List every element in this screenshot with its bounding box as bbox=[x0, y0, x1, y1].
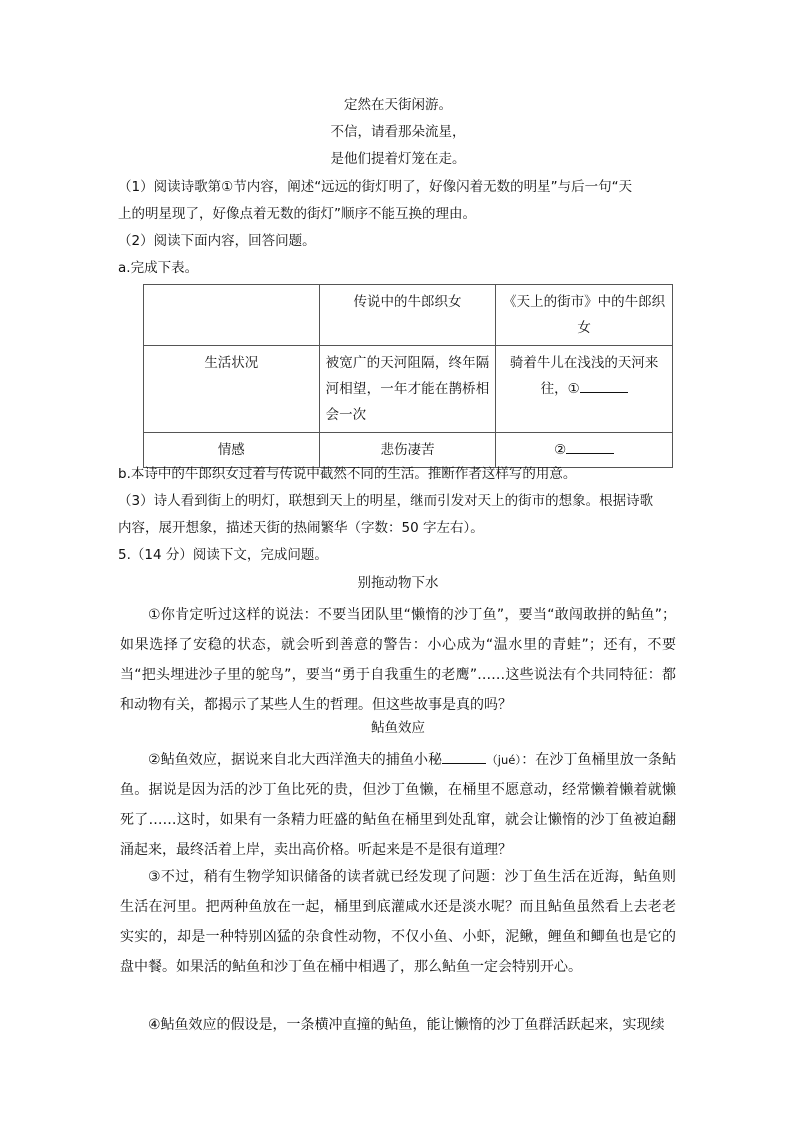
table-header-legend: 传说中的牛郎织女 bbox=[319, 285, 496, 346]
article-paragraph-2 bbox=[120, 745, 676, 865]
answer-blank-2[interactable] bbox=[566, 437, 614, 454]
poem-line-1: 定然在天街闲游。 bbox=[344, 97, 452, 113]
paragraph-2-part-a: ②鲇鱼效应，据说来自北大西洋渔夫的捕鱼小秘 bbox=[148, 752, 443, 768]
table-header-row bbox=[144, 285, 673, 346]
table-row-label-emotion: 情感 bbox=[144, 433, 320, 468]
article-paragraph-3-text: ③不过，稍有生物学知识储备的读者就已经发现了问题：沙丁鱼生活在近海，鲇鱼则生活在河里。把两种鱼放在一起，桶里到底灌咸水还是淡水呢？而且鲇鱼虽然看上去老老实实的，却是一种特别凶猛的杂食性动物，不仅小鱼、小虾，泥鳅，鲤鱼和鲫鱼也是它的盘中餐。如果活的鲇鱼和沙丁鱼在桶中相遇了，那么鲇鱼一定会特别开心。 bbox=[120, 869, 676, 975]
table-header-poem: 《天上的街市》中的牛郎织女 bbox=[496, 285, 673, 346]
question-1-line-1: （1）阅读诗歌第①节内容，阐述“远远的街灯明了，好像闪着无数的明星”与后一句“天 bbox=[118, 179, 633, 195]
question-3-line-1: （3）诗人看到街上的明灯，联想到天上的明星，继而引发对天上的街市的想象。根据诗歌 bbox=[118, 493, 654, 509]
article-paragraph-4 bbox=[120, 1010, 676, 1040]
article-paragraph-4-text: ④鲇鱼效应的假设是，一条横冲直撞的鲇鱼，能让懒惰的沙丁鱼群活跃起来，实现续 bbox=[148, 1017, 665, 1033]
article-paragraph-1 bbox=[120, 600, 676, 720]
question-2b: b.本诗中的牛郎织女过着与传说中截然不同的生活。推断作者这样写的用意。 bbox=[118, 466, 577, 482]
poem-line-3: 是他们提着灯笼在走。 bbox=[330, 151, 466, 167]
table-cell-poem-life bbox=[496, 346, 673, 433]
table-corner-cell bbox=[144, 285, 320, 346]
article-subtitle: 鲇鱼效应 bbox=[371, 720, 425, 736]
table-row-life bbox=[144, 346, 673, 433]
answer-blank-3[interactable] bbox=[442, 747, 486, 764]
article-paragraph-1-text: ①你肯定听过这样的说法：不要当团队里“懒惰的沙丁鱼”，要当“敢闯敢拼的鲇鱼”；如果选择了安稳的状态，就会听到善意的警告：小心成为“温水里的青蛙”；还有，不要当“把头埋进沙子里的鸵鸟”，要当“勇于自我重生的老鹰”……这些说法有个共同特征：都和动物有关，都揭示了某些人生的哲理。但这些故事是真的吗？ bbox=[120, 607, 676, 713]
article-paragraph-3 bbox=[120, 862, 676, 982]
question-5: 5.（14 分）阅读下文，完成问题。 bbox=[118, 547, 328, 563]
pinyin-hint: （jué） bbox=[486, 753, 522, 767]
question-2: （2）阅读下面内容，回答问题。 bbox=[118, 233, 316, 249]
table-cell-poem-life-text: 骑着牛儿在浅浅的天河来往，① bbox=[509, 355, 659, 397]
answer-blank-1[interactable] bbox=[580, 376, 628, 393]
question-1-line-2: 上的明星现了，好像点着无数的街灯”顺序不能互换的理由。 bbox=[118, 206, 476, 222]
comparison-table bbox=[143, 284, 673, 468]
article-paragraph-2-text bbox=[120, 745, 676, 865]
question-2a: a.完成下表。 bbox=[118, 260, 199, 276]
paragraph-2-part-b: ：在沙丁鱼桶里放一条鲇鱼。据说是因为活的沙丁鱼比死的贵，但沙丁鱼懒，在桶里不愿意动，经常懒着懒着就懒死了……这时，如果有一条精力旺盛的鲇鱼在桶里到处乱窜，就会让懒惰的沙丁鱼被迫翻涌起来，最终活着上岸，卖出高价格。听起来是不是很有道理？ bbox=[120, 752, 676, 858]
poem-line-2: 不信，请看那朵流星， bbox=[330, 124, 466, 140]
table-cell-legend-emotion: 悲伤凄苦 bbox=[319, 433, 496, 468]
table-cell-poem-emotion-text: ② bbox=[554, 442, 567, 458]
table-row-label-life: 生活状况 bbox=[144, 346, 320, 433]
article-title: 别拖动物下水 bbox=[357, 575, 439, 591]
table-cell-legend-life: 被宽广的天河阻隔，终年隔河相望，一年才能在鹊桥相会一次 bbox=[319, 346, 496, 433]
question-3-line-2: 内容，展开想象，描述天街的热闹繁华（字数：50 字左右）。 bbox=[118, 520, 484, 536]
